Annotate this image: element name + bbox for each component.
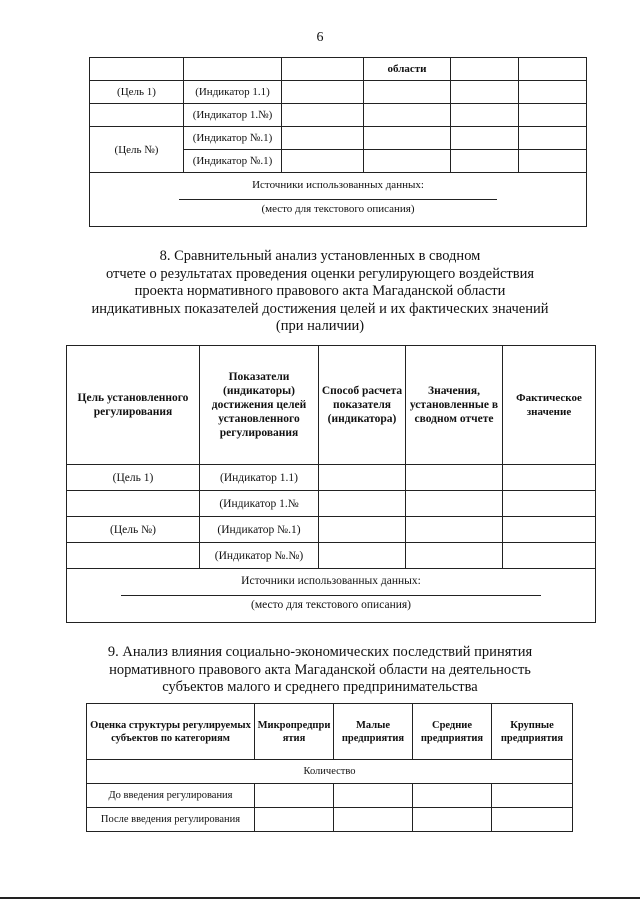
- indicator-cell: (Индикатор №.№): [200, 543, 319, 569]
- sources-cell: [67, 569, 596, 623]
- table-row-quantity: [87, 760, 573, 784]
- column-header-large: Крупные предприятия: [492, 704, 573, 760]
- goal-cell: (Цель 1): [67, 465, 200, 491]
- table-header-row: [87, 704, 573, 760]
- table-row: [87, 784, 573, 808]
- table-row: [67, 543, 596, 569]
- table-row: [90, 127, 587, 150]
- heading-line: нормативного правового акта Магаданской области на деятельность: [109, 661, 531, 678]
- sources-note: (место для текстового описания): [250, 599, 411, 611]
- table-row: [90, 81, 587, 104]
- heading-line: проекта нормативного правового акта Магаданской области: [134, 283, 506, 299]
- column-header-structure: Оценка структуры регулируемых субъектов по категориям: [87, 704, 255, 760]
- heading-line: (при наличии): [275, 318, 365, 334]
- table-goals-indicators-continued: [89, 57, 587, 227]
- indicator-cell: (Индикатор №.1): [184, 150, 282, 173]
- column-header-small: Малые предприятия: [334, 704, 413, 760]
- table-row: [67, 465, 596, 491]
- sources-label: Источники использованных данных:: [241, 575, 421, 587]
- column-header-actual-value: Фактическое значение: [503, 346, 596, 465]
- column-header-medium: Средние предприятия: [413, 704, 492, 760]
- sources-cell: [90, 173, 587, 227]
- column-header-method: Способ расчета показателя (индикатора): [319, 346, 406, 465]
- indicator-cell: (Индикатор №.1): [184, 127, 282, 150]
- indicator-cell: (Индикатор 1.1): [200, 465, 319, 491]
- heading-line: 8. Сравнительный анализ установленных в сводном: [159, 248, 481, 264]
- goal-cell: [67, 543, 200, 569]
- column-header-set-values: Значения, установленные в сводном отчете: [406, 346, 503, 465]
- goal-cell: (Цель №): [67, 517, 200, 543]
- sources-note: (место для текстового описания): [261, 203, 415, 215]
- heading-line: 9. Анализ влияния социально-экономических последствий принятия: [107, 644, 533, 660]
- column-header-micro: Микропредприятия: [255, 704, 334, 760]
- table-row: [67, 491, 596, 517]
- goal-cell: (Цель №): [90, 127, 184, 173]
- section-9-heading: [60, 644, 580, 697]
- sources-line: [179, 199, 497, 200]
- indicator-cell: (Индикатор 1.№): [184, 104, 282, 127]
- page-bottom-rule: [0, 897, 640, 899]
- heading-line: индикативных показателей достижения целей и их фактических значений: [91, 300, 549, 317]
- table-row: [90, 104, 587, 127]
- section-8-heading: [60, 248, 580, 336]
- indicator-cell: (Индикатор 1.№: [200, 491, 319, 517]
- table-row: [87, 808, 573, 832]
- table-row-sources: [90, 173, 587, 227]
- table-sme-impact: [86, 703, 573, 832]
- quantity-label: Количество: [87, 760, 573, 784]
- column-header-goal: Цель установленного регулирования: [67, 346, 200, 465]
- indicator-cell: (Индикатор №.1): [200, 517, 319, 543]
- goal-cell: [90, 104, 184, 127]
- table-comparative-analysis: [66, 345, 596, 623]
- sources-line: [121, 595, 541, 596]
- row-label: После введения регулирования: [87, 808, 255, 832]
- goal-cell: (Цель 1): [90, 81, 184, 104]
- heading-line: отчете о результатах проведения оценки регулирующего воздействия: [105, 265, 535, 282]
- heading-line: субъектов малого и среднего предпринимательства: [162, 679, 478, 695]
- table-row: [67, 517, 596, 543]
- indicator-cell: (Индикатор 1.1): [184, 81, 282, 104]
- goal-cell: [67, 491, 200, 517]
- sources-label: Источники использованных данных:: [252, 179, 424, 191]
- row-label: До введения регулирования: [87, 784, 255, 808]
- page-number: 6: [316, 30, 324, 45]
- column-header-indicators: Показатели (индикаторы) достижения целей установленного регулирования: [200, 346, 319, 465]
- header-cell: области: [364, 58, 451, 81]
- table-row-sources: [67, 569, 596, 623]
- table-row: [90, 58, 587, 81]
- table-header-row: [67, 346, 596, 465]
